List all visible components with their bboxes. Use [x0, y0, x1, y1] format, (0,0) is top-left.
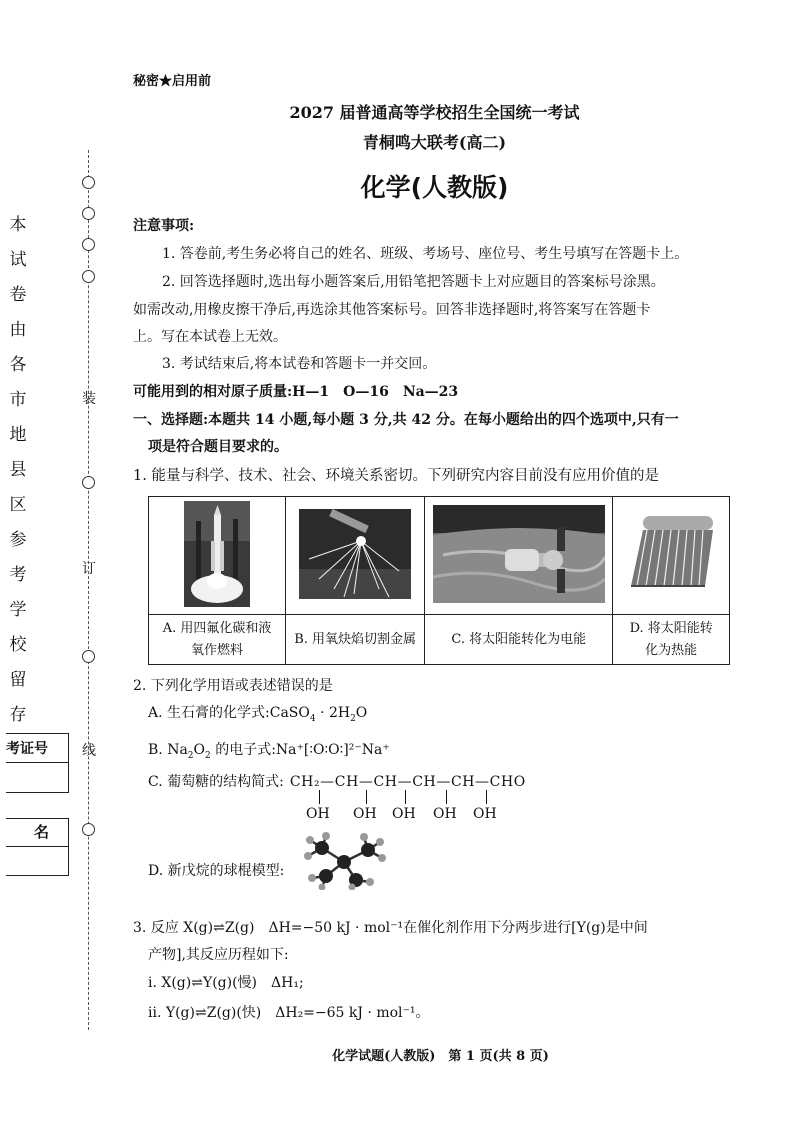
q1-image-a: [149, 497, 286, 615]
q2-a-prefix: A. 生石膏的化学式:CaSO: [148, 705, 310, 721]
section-1-intro-cont: 项是符合题目要求的。: [148, 439, 288, 455]
left-vertical-char: 区: [9, 495, 27, 515]
q1-option-a-line2: 氧作燃料: [191, 642, 244, 658]
q1-option-b[interactable]: [286, 615, 425, 665]
notice-item-1: 1. 答卷前,考生务必将自己的姓名、班级、考场号、座位号、考生号填写在答题卡上。: [162, 246, 689, 262]
left-vertical-char: 本: [9, 215, 27, 235]
space-station-earth-icon: [433, 505, 605, 603]
q1-option-c-line1: C. 将太阳能转化为电能: [451, 631, 587, 647]
notice-heading: 注意事项:: [133, 218, 195, 234]
binding-hole: [82, 823, 95, 836]
notice-item-2-end: 上。写在本试卷上无效。: [133, 329, 287, 345]
oh-group: OH: [473, 806, 497, 822]
q2-a-suffix: · 2H: [315, 705, 351, 721]
neopentane-ball-stick-model-icon: [298, 832, 390, 890]
atomic-masses: 可能用到的相对原子质量:H—1 O—16 Na—23: [133, 384, 459, 400]
oh-group: OH: [306, 806, 330, 822]
binding-hole: [82, 270, 95, 283]
q2-option-d[interactable]: [148, 861, 284, 881]
left-vertical-char: 学: [9, 600, 27, 620]
section-1-intro: 一、选择题:本题共 14 小题,每小题 3 分,共 42 分。在每小题给出的四个选项中,只有一: [133, 412, 679, 428]
q1-stem: 1. 能量与科学、技术、社会、环境关系密切。下列研究内容目前没有应用价值的是: [133, 468, 659, 484]
q2-c-oh-groups: [308, 790, 538, 822]
binding-hole: [82, 207, 95, 220]
oh-group: OH: [433, 806, 457, 822]
left-vertical-char: 县: [9, 460, 27, 480]
q2-b-label: 的电子式:: [210, 742, 276, 758]
rocket-launch-icon: [184, 501, 250, 607]
binding-hole: [82, 476, 95, 489]
ticket-number-label: 考证号: [6, 741, 48, 757]
q1-option-a-line1: A. 用四氟化碳和液: [162, 620, 272, 636]
left-vertical-char: 考: [9, 565, 27, 585]
q3-stem: 3. 反应 X(g)⇌Z(g) ΔH=−50 kJ · mol⁻¹在催化剂作用下分两步进行[Y(g)是中间: [133, 920, 648, 936]
q1-option-d[interactable]: [613, 615, 730, 665]
q2-option-a[interactable]: [148, 703, 367, 729]
q3-step-1: i. X(g)⇌Y(g)(慢) ΔH₁;: [148, 975, 304, 991]
q1-image-b: [286, 497, 425, 615]
name-label: 名: [34, 823, 50, 841]
q1-option-c[interactable]: [425, 615, 613, 665]
q2-option-c[interactable]: [148, 772, 526, 792]
q2-c-label: C. 葡萄糖的结构简式:: [148, 774, 284, 790]
binding-char-zhuang: 装: [82, 391, 96, 407]
welding-sparks-icon: [299, 509, 411, 599]
exam-subtitle: 青桐鸣大联考(高二): [362, 133, 507, 152]
q1-image-c: [425, 497, 613, 615]
q1-option-b-line1: B. 用氧炔焰切割金属: [294, 631, 417, 647]
q2-d-label: D. 新戊烷的球棍模型:: [148, 863, 285, 879]
page-footer: 化学试题(人教版) 第 1 页(共 8 页): [332, 1049, 549, 1064]
left-vertical-char: 试: [9, 250, 27, 270]
q2-c-chain: CH₂—CH—CH—CH—CH—CHO: [289, 774, 526, 790]
q2-b-prefix: B. Na: [148, 742, 188, 758]
oh-group: OH: [353, 806, 377, 822]
left-vertical-char: 由: [9, 320, 27, 340]
q2-a-end: O: [355, 705, 368, 721]
q2-b-sub1: 2: [187, 750, 194, 761]
solar-water-heater-icon: [625, 514, 717, 594]
q2-b-mid: O: [193, 742, 206, 758]
exam-title: 2027 届普通高等学校招生全国统一考试: [289, 103, 580, 122]
q2-a-sub: 4: [309, 713, 316, 724]
q1-option-d-line1: D. 将太阳能转: [629, 620, 713, 636]
q2-option-b[interactable]: [148, 740, 390, 766]
ticket-number-divider: [6, 762, 68, 763]
left-vertical-char: 存: [9, 705, 27, 725]
q1-option-a[interactable]: [149, 615, 286, 665]
binding-char-xian: 线: [82, 743, 96, 759]
left-vertical-char: 留: [9, 670, 27, 690]
q2-b-sub2: 2: [205, 750, 211, 761]
binding-char-ding: 订: [82, 561, 96, 577]
notice-item-2: 2. 回答选择题时,选出每小题答案后,用铅笔把答题卡上对应题目的答案标号涂黑。: [162, 274, 665, 290]
left-vertical-char: 各: [9, 355, 27, 375]
q1-image-d: [613, 497, 730, 615]
q1-options-table: [148, 496, 730, 665]
q2-a-sub2: 2: [350, 713, 356, 724]
q2-b-formula: Na⁺[∶O∶O∶]²⁻Na⁺: [275, 742, 390, 758]
q2-stem: 2. 下列化学用语或表述错误的是: [133, 678, 333, 694]
q3-stem-cont: 产物],其反应历程如下:: [148, 947, 289, 963]
q3-step-2: ii. Y(g)⇌Z(g)(快) ΔH₂=−65 kJ · mol⁻¹。: [148, 1005, 430, 1021]
binding-hole: [82, 238, 95, 251]
oh-group: OH: [392, 806, 416, 822]
left-vertical-notice: [8, 210, 28, 735]
name-divider: [6, 846, 68, 847]
binding-hole: [82, 650, 95, 663]
notice-item-2-cont: 如需改动,用橡皮擦干净后,再选涂其他答案标号。回答非选择题时,将答案写在答题卡: [133, 302, 651, 318]
subject-title: 化学(人教版): [360, 173, 509, 202]
left-vertical-char: 参: [9, 530, 27, 550]
left-vertical-char: 校: [9, 635, 27, 655]
left-vertical-char: 市: [9, 390, 27, 410]
left-vertical-char: 地: [9, 425, 27, 445]
secret-label: 秘密★启用前: [133, 74, 212, 89]
left-vertical-char: 卷: [9, 285, 27, 305]
notice-item-3: 3. 考试结束后,将本试卷和答题卡一并交回。: [162, 356, 437, 372]
q1-option-d-line2: 化为热能: [645, 642, 698, 658]
